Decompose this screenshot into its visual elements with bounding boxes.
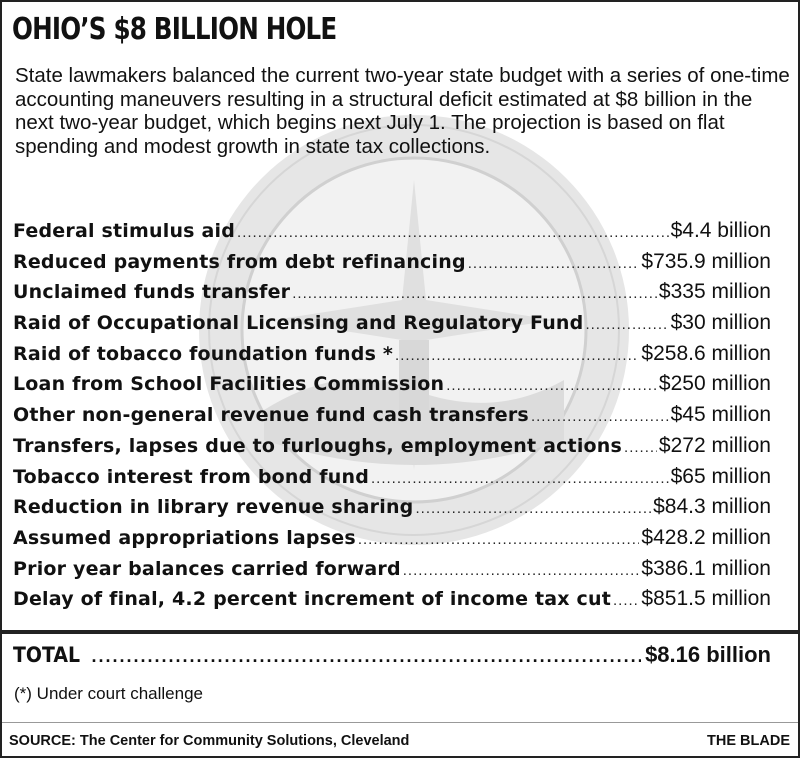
item-label: Delay of final, 4.2 percent increment of income tax cut xyxy=(13,588,612,611)
item-value: $386.1 million xyxy=(641,556,771,580)
list-item xyxy=(13,431,771,462)
item-label: Prior year balances carried forward xyxy=(13,557,401,580)
item-value: $84.3 million xyxy=(653,495,771,519)
total-divider xyxy=(2,630,798,634)
item-value: $851.5 million xyxy=(641,587,771,611)
item-value: $272 million xyxy=(658,433,771,457)
list-item xyxy=(13,216,771,247)
leader-dots xyxy=(403,556,640,587)
item-label: Transfers, lapses due to furloughs, employment actions xyxy=(13,434,623,457)
total-label: TOTAL xyxy=(13,643,81,667)
item-label: Federal stimulus aid xyxy=(13,220,236,242)
leader-dots xyxy=(237,218,669,249)
list-item xyxy=(13,277,771,308)
list-item xyxy=(13,554,771,585)
footer-divider xyxy=(2,722,798,723)
leader-dots xyxy=(292,279,657,310)
item-label: Tobacco interest from bond fund xyxy=(13,465,369,488)
leader-dots xyxy=(416,494,652,525)
item-value: $735.9 million xyxy=(641,249,771,273)
page-title: OHIO’S $8 BILLION HOLE xyxy=(12,12,337,47)
item-label: Other non-general revenue fund cash transfers xyxy=(13,404,529,427)
item-value: $45 million xyxy=(670,403,771,427)
leader-dots xyxy=(395,341,639,372)
intro-paragraph: State lawmakers balanced the current two-year state budget with a series of one-time accounting maneuvers resulting in a structural deficit estimated at $8 billion in the next two-year budget, which begins next July 1. The projection is based on flat spending and modest growth in state tax collections. xyxy=(15,64,790,158)
item-value: $65 million xyxy=(670,464,771,488)
list-item xyxy=(13,308,771,339)
list-item xyxy=(13,584,771,615)
item-label: Raid of Occupational Licensing and Regulatory Fund xyxy=(13,312,584,335)
leader-dots xyxy=(446,371,657,402)
source-credit: SOURCE: The Center for Community Solutions, Cleveland xyxy=(9,733,410,749)
item-value: $258.6 million xyxy=(641,341,771,365)
item-label: Reduction in library revenue sharing xyxy=(13,496,414,519)
leader-dots xyxy=(371,464,669,495)
list-item xyxy=(13,369,771,400)
list-item xyxy=(13,492,771,523)
item-value: $30 million xyxy=(670,311,771,335)
item-label: Raid of tobacco foundation funds * xyxy=(13,342,394,365)
footnote: (*) Under court challenge xyxy=(14,684,203,703)
total-row xyxy=(13,642,771,668)
total-value: $8.16 billion xyxy=(645,642,771,667)
items-list xyxy=(13,216,771,615)
leader-dots xyxy=(624,433,657,464)
item-value: $428.2 million xyxy=(641,525,771,549)
item-label: Reduced payments from debt refinancing xyxy=(13,250,466,273)
list-item xyxy=(13,247,771,278)
list-item xyxy=(13,523,771,554)
leader-dots xyxy=(468,249,640,280)
item-value: $335 million xyxy=(658,280,771,304)
leader-dots xyxy=(92,646,642,667)
item-value: $250 million xyxy=(658,372,771,396)
leader-dots xyxy=(358,525,640,556)
item-label: Assumed appropriations lapses xyxy=(13,526,356,549)
leader-dots xyxy=(613,586,639,617)
list-item xyxy=(13,400,771,431)
publication-credit: THE BLADE xyxy=(707,733,790,749)
item-label: Loan from School Facilities Commission xyxy=(13,373,445,396)
list-item xyxy=(13,339,771,370)
list-item xyxy=(13,462,771,493)
leader-dots xyxy=(585,310,668,341)
item-label: Unclaimed funds transfer xyxy=(13,281,291,304)
item-value: $4.4 billion xyxy=(670,219,771,242)
leader-dots xyxy=(531,402,669,433)
